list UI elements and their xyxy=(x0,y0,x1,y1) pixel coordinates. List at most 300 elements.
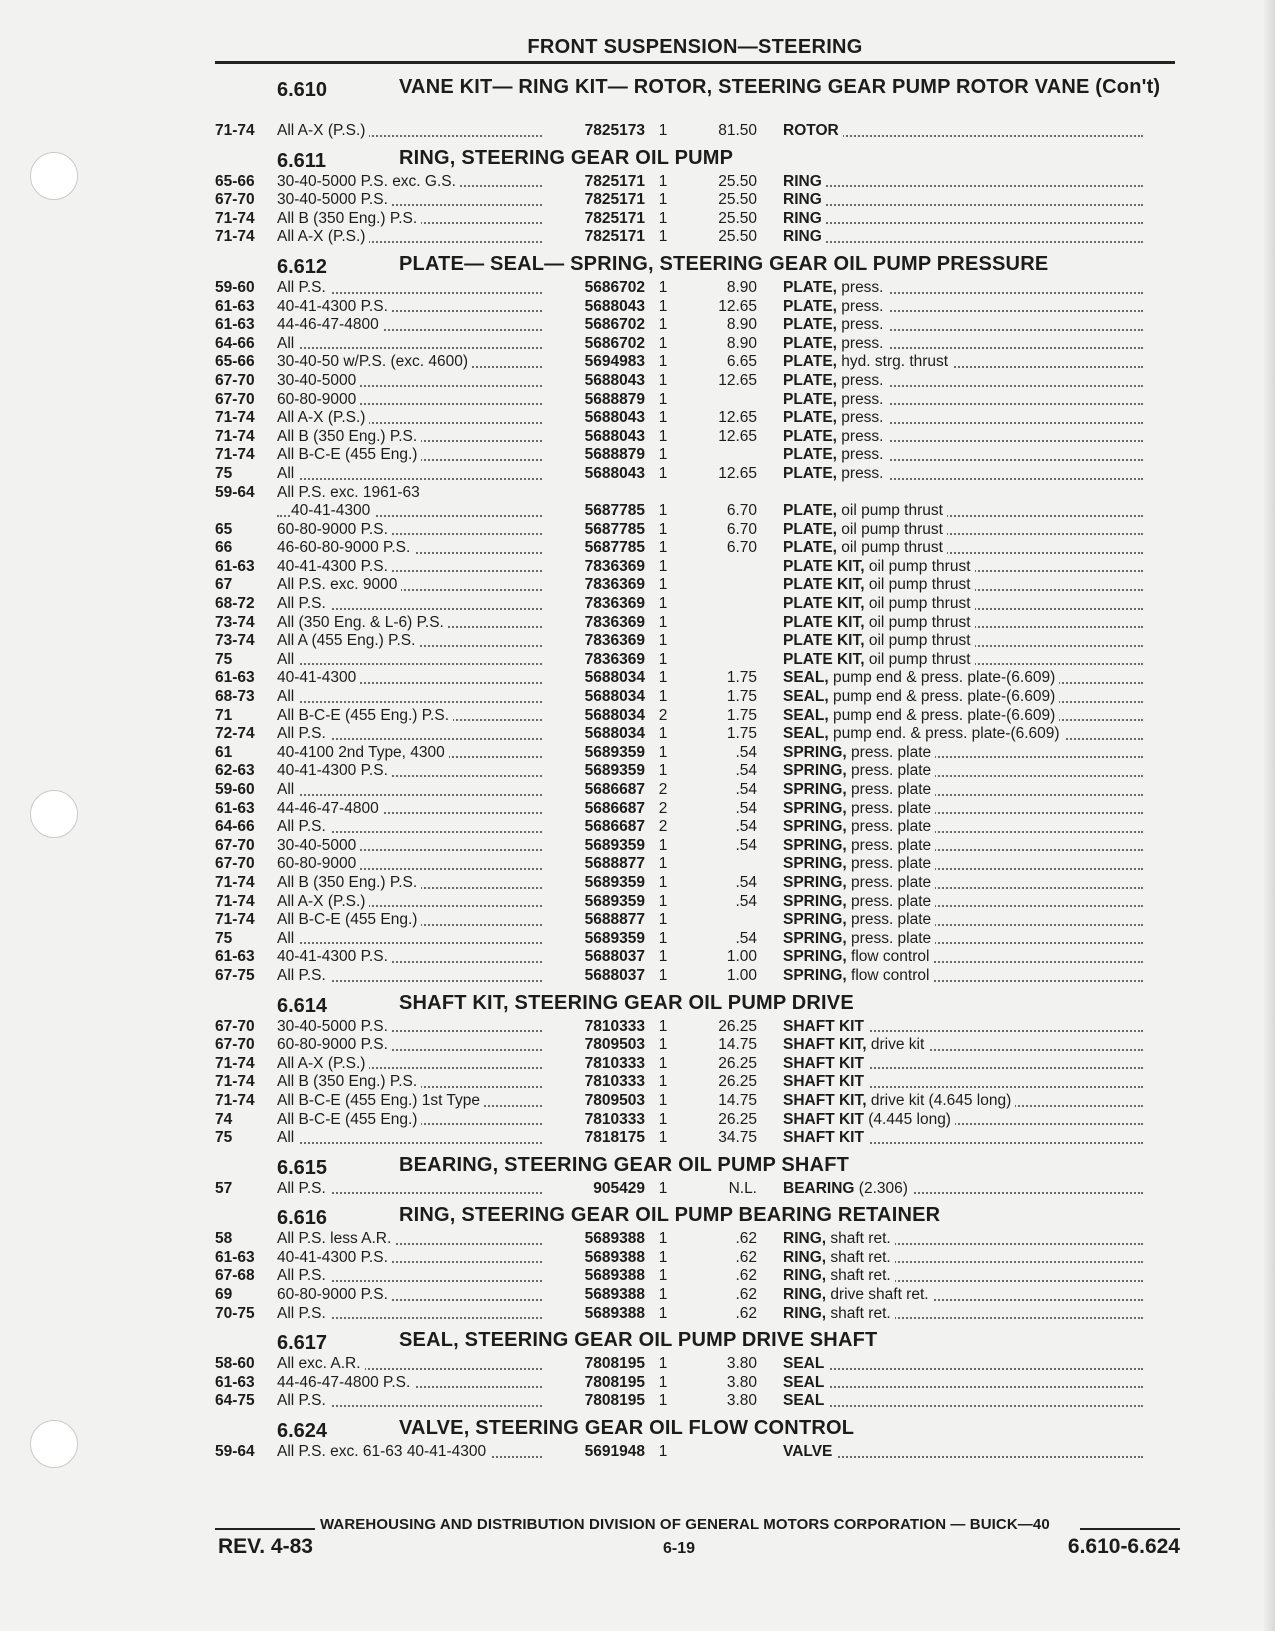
description-name: PLATE, xyxy=(783,297,837,315)
part-row xyxy=(215,800,1180,819)
description-cell xyxy=(783,688,1143,707)
section-title: PLATE— SEAL— SPRING, STEERING GEAR OIL PUMP PRESSURE xyxy=(399,252,1049,275)
description-name: PLATE, xyxy=(783,520,837,538)
model-years: 71-74 xyxy=(215,209,255,227)
application-cell xyxy=(277,228,542,247)
dot-leader xyxy=(783,241,1143,243)
application-cell xyxy=(277,967,542,986)
description-cell xyxy=(783,800,1143,819)
description xyxy=(783,669,1059,686)
description-detail: press. xyxy=(841,316,884,334)
section-number: 6.614 xyxy=(277,994,328,1017)
description-cell xyxy=(783,428,1143,447)
price: .62 xyxy=(735,1286,757,1304)
price: .54 xyxy=(735,929,757,947)
part-number: 7809503 xyxy=(584,1091,645,1109)
price: 6.70 xyxy=(726,502,757,520)
description-detail: pump end & press. plate-(6.609) xyxy=(832,688,1056,706)
section-number: 6.616 xyxy=(277,1207,328,1230)
price: 34.75 xyxy=(718,1129,757,1147)
application: 46-60-80-9000 P.S. xyxy=(277,539,414,556)
description-cell xyxy=(783,967,1143,986)
description xyxy=(783,298,888,315)
description xyxy=(783,391,888,408)
part-row xyxy=(215,279,1180,298)
description-cell xyxy=(783,893,1143,912)
section-range: 6.610-6.624 xyxy=(1067,1535,1180,1558)
description xyxy=(783,818,935,835)
dot-leader xyxy=(277,794,542,796)
application: 30-40-5000 P.S. xyxy=(277,1018,392,1035)
part-number: 7808195 xyxy=(584,1392,645,1410)
application: 44-46-47-4800 xyxy=(277,800,383,817)
application: All B (350 Eng.) P.S. xyxy=(277,1073,421,1090)
model-years: 72-74 xyxy=(215,725,255,743)
part-number: 7808195 xyxy=(584,1373,645,1391)
application: All exc. A.R. xyxy=(277,1355,365,1372)
application-cell xyxy=(277,1073,542,1092)
description-name: SPRING, xyxy=(783,799,847,817)
quantity: 2 xyxy=(658,818,668,836)
model-years: 71-74 xyxy=(215,911,255,929)
part-row xyxy=(215,335,1180,354)
quantity: 1 xyxy=(658,1355,668,1373)
description-cell xyxy=(783,391,1143,410)
price: N.L. xyxy=(728,1179,757,1197)
price: 12.65 xyxy=(718,427,757,445)
model-years: 70-75 xyxy=(215,1304,255,1322)
dot-leader xyxy=(783,222,1143,224)
quantity: 1 xyxy=(658,1230,668,1248)
model-years: 59-60 xyxy=(215,278,255,296)
quantity: 1 xyxy=(658,1443,668,1461)
price: .54 xyxy=(735,743,757,761)
part-number: 5688043 xyxy=(584,427,645,445)
description-cell xyxy=(783,744,1143,763)
model-years: 75 xyxy=(215,1129,233,1147)
part-number: 5694983 xyxy=(584,353,645,371)
description-name: SPRING, xyxy=(783,855,847,873)
description-name: RING, xyxy=(783,1286,827,1304)
description-cell xyxy=(783,874,1143,893)
section-number: 6.615 xyxy=(277,1156,328,1179)
description-name: PLATE KIT, xyxy=(783,557,865,575)
model-years: 67-70 xyxy=(215,855,255,873)
description xyxy=(783,539,947,556)
description-detail: pump end & press. plate-(6.609) xyxy=(832,706,1056,724)
description-detail: press. plate xyxy=(851,836,932,854)
description-name: RING, xyxy=(783,1248,827,1266)
description-cell xyxy=(783,521,1143,540)
model-years: 68-72 xyxy=(215,595,255,613)
part-number: 7825173 xyxy=(584,122,645,139)
description xyxy=(783,1092,1015,1109)
application: All A (455 Eng.) P.S. xyxy=(277,632,419,649)
description-cell xyxy=(783,855,1143,874)
description-detail: drive kit (4.645 long) xyxy=(870,1091,1012,1109)
description xyxy=(783,558,975,575)
application-cell xyxy=(277,502,542,521)
model-years: 71-74 xyxy=(215,873,255,891)
description-detail: (2.306) xyxy=(858,1179,908,1197)
quantity: 1 xyxy=(658,1036,668,1054)
description-detail: oil pump thrust xyxy=(841,539,943,557)
quantity: 2 xyxy=(658,706,668,724)
part-row xyxy=(215,632,1180,651)
section-heading xyxy=(215,70,1180,122)
application: 40-41-4300 xyxy=(277,669,360,686)
section-title: VALVE, STEERING GEAR OIL FLOW CONTROL xyxy=(399,1417,855,1440)
section-title: BEARING, STEERING GEAR OIL PUMP SHAFT xyxy=(399,1153,850,1176)
quantity: 1 xyxy=(658,1373,668,1391)
application-cell xyxy=(277,372,542,391)
description xyxy=(783,725,1064,742)
application-cell xyxy=(277,651,542,670)
part-number: 7809503 xyxy=(584,1036,645,1054)
quantity: 1 xyxy=(658,1091,668,1109)
part-number: 5689359 xyxy=(584,762,645,780)
application-cell xyxy=(277,1129,542,1148)
application-cell xyxy=(277,1355,542,1374)
model-years: 73-74 xyxy=(215,613,255,631)
description-detail: press. xyxy=(841,278,884,296)
description-name: SPRING, xyxy=(783,873,847,891)
application: All B (350 Eng.) P.S. xyxy=(277,874,421,891)
quantity: 1 xyxy=(658,1110,668,1128)
part-number: 5689388 xyxy=(584,1304,645,1322)
quantity: 1 xyxy=(658,278,668,296)
description-name: PLATE, xyxy=(783,464,837,482)
description-name: RING xyxy=(783,191,822,209)
model-years: 67-70 xyxy=(215,1036,255,1054)
description-cell xyxy=(783,1305,1143,1324)
part-row xyxy=(215,614,1180,633)
application-cell xyxy=(277,837,542,856)
price: 81.50 xyxy=(718,122,757,139)
description-detail: oil pump thrust xyxy=(841,520,943,538)
section-number: 6.611 xyxy=(277,149,326,172)
application: All B-C-E (455 Eng.) xyxy=(277,446,421,463)
description-detail: press. plate xyxy=(851,799,932,817)
application-cell xyxy=(277,1267,542,1286)
part-row xyxy=(215,1180,1180,1199)
application-cell xyxy=(277,744,542,763)
price: 1.75 xyxy=(726,688,757,706)
application: 40-4100 2nd Type, 4300 xyxy=(277,744,449,761)
description-cell xyxy=(783,1392,1143,1411)
model-years: 71-74 xyxy=(215,409,255,427)
description-detail: press. xyxy=(841,409,884,427)
description-cell xyxy=(783,930,1143,949)
description xyxy=(783,372,888,389)
application: 30-40-5000 xyxy=(277,372,360,389)
application-cell xyxy=(277,279,542,298)
description-name: SPRING, xyxy=(783,762,847,780)
quantity: 1 xyxy=(658,539,668,557)
application: All xyxy=(277,781,298,798)
model-years: 65-66 xyxy=(215,172,255,190)
price: .54 xyxy=(735,873,757,891)
page-header: FRONT SUSPENSION—STEERING xyxy=(527,36,863,58)
description-cell xyxy=(783,210,1143,229)
description-name: RING, xyxy=(783,1267,827,1285)
description xyxy=(783,651,975,668)
description-detail: oil pump thrust xyxy=(868,650,971,668)
description-cell xyxy=(783,173,1143,192)
part-row xyxy=(215,762,1180,781)
model-years: 67-70 xyxy=(215,191,255,209)
application-cell xyxy=(277,669,542,688)
description xyxy=(783,1305,895,1322)
description xyxy=(783,1267,895,1284)
part-row xyxy=(215,1305,1180,1324)
application: All P.S. exc. 9000 xyxy=(277,576,401,593)
description xyxy=(783,465,888,482)
description-name: SPRING, xyxy=(783,836,847,854)
part-row xyxy=(215,1111,1180,1130)
model-years: 74 xyxy=(215,1110,233,1128)
description xyxy=(783,446,888,463)
description-detail: press. xyxy=(841,297,884,315)
description-name: PLATE, xyxy=(783,278,837,296)
description-name: SHAFT KIT xyxy=(783,1110,864,1128)
description xyxy=(783,1392,828,1409)
model-years: 65-66 xyxy=(215,353,255,371)
price: .54 xyxy=(735,836,757,854)
part-row xyxy=(215,874,1180,893)
quantity: 1 xyxy=(658,316,668,334)
price: 12.65 xyxy=(718,464,757,482)
model-years: 71 xyxy=(215,706,233,724)
part-row xyxy=(215,353,1180,372)
description xyxy=(783,228,826,245)
quantity: 1 xyxy=(658,520,668,538)
application-cell xyxy=(277,762,542,781)
price: .62 xyxy=(735,1248,757,1266)
description-cell xyxy=(783,1443,1143,1462)
description-cell xyxy=(783,1055,1143,1074)
part-number: 5688877 xyxy=(584,855,645,873)
description-detail: (4.445 long) xyxy=(868,1110,951,1128)
part-row xyxy=(215,316,1180,335)
application: All P.S. xyxy=(277,1392,330,1409)
part-number: 5688037 xyxy=(584,966,645,984)
quantity: 1 xyxy=(658,122,668,139)
description-cell xyxy=(783,502,1143,521)
part-row xyxy=(215,1036,1180,1055)
application: All P.S. exc. 1961-63 xyxy=(277,484,424,501)
price: 12.65 xyxy=(718,297,757,315)
description-name: PLATE KIT, xyxy=(783,650,865,668)
part-number: 5688034 xyxy=(584,669,645,687)
description xyxy=(783,316,888,333)
description xyxy=(783,930,935,947)
section-heading xyxy=(215,141,1180,173)
description-cell xyxy=(783,409,1143,428)
description-name: PLATE, xyxy=(783,353,837,371)
description-name: PLATE, xyxy=(783,502,837,520)
description-name: PLATE KIT, xyxy=(783,595,865,613)
model-years: 67-70 xyxy=(215,371,255,389)
footer-rule xyxy=(1080,1528,1180,1530)
part-number: 5688034 xyxy=(584,725,645,743)
description-detail: press. plate xyxy=(851,892,932,910)
description-name: SPRING, xyxy=(783,743,847,761)
application: 60-80-9000 xyxy=(277,855,360,872)
part-row xyxy=(215,1355,1180,1374)
description-name: SPRING, xyxy=(783,929,847,947)
description xyxy=(783,521,947,538)
section-number: 6.624 xyxy=(277,1420,328,1443)
description xyxy=(783,595,975,612)
description-name: SPRING, xyxy=(783,948,847,966)
description-detail: oil pump thrust xyxy=(868,595,971,613)
application-cell xyxy=(277,353,542,372)
model-years: 61-63 xyxy=(215,799,255,817)
application-cell xyxy=(277,1180,542,1199)
description-cell xyxy=(783,1036,1143,1055)
quantity: 1 xyxy=(658,1017,668,1035)
price: .62 xyxy=(735,1304,757,1322)
application-cell xyxy=(277,1230,542,1249)
parts-listing xyxy=(215,70,1180,1462)
quantity: 1 xyxy=(658,762,668,780)
section-heading xyxy=(215,1148,1180,1180)
application: All xyxy=(277,688,298,705)
model-years: 61-63 xyxy=(215,557,255,575)
description-cell xyxy=(783,1374,1143,1393)
description-cell xyxy=(783,539,1143,558)
description-name: SEAL, xyxy=(783,725,829,743)
price: 26.25 xyxy=(718,1110,757,1128)
description-detail: shaft ret. xyxy=(830,1267,891,1285)
model-years: 69 xyxy=(215,1286,233,1304)
description-cell xyxy=(783,725,1143,744)
description-name: RING xyxy=(783,228,822,246)
application: All A-X (P.S.) xyxy=(277,409,369,426)
part-number: 5689388 xyxy=(584,1286,645,1304)
description-cell xyxy=(783,1129,1143,1148)
description-detail: press. plate xyxy=(851,743,932,761)
application: All P.S. xyxy=(277,1305,330,1322)
price: 3.80 xyxy=(726,1355,757,1373)
dot-leader xyxy=(783,1368,1143,1370)
application: All P.S. less A.R. xyxy=(277,1230,395,1247)
part-number: 7808195 xyxy=(584,1355,645,1373)
model-years: 67-68 xyxy=(215,1267,255,1285)
part-row xyxy=(215,855,1180,874)
application: All A-X (P.S.) xyxy=(277,228,369,245)
description-name: SEAL xyxy=(783,1355,825,1373)
part-row xyxy=(215,391,1180,410)
application-cell xyxy=(277,1111,542,1130)
model-years: 64-66 xyxy=(215,818,255,836)
price: 8.90 xyxy=(726,316,757,334)
application: All P.S. xyxy=(277,1180,330,1197)
description-name: SPRING, xyxy=(783,892,847,910)
price: 6.70 xyxy=(726,520,757,538)
part-row xyxy=(215,911,1180,930)
section-heading xyxy=(215,986,1180,1018)
description-name: SPRING, xyxy=(783,966,847,984)
description-cell xyxy=(783,837,1143,856)
description xyxy=(783,1129,868,1146)
description-detail: press. plate xyxy=(851,873,932,891)
model-years: 75 xyxy=(215,929,233,947)
application-cell xyxy=(277,707,542,726)
part-number: 5686687 xyxy=(584,781,645,798)
description-name: SEAL, xyxy=(783,669,829,687)
quantity: 1 xyxy=(658,948,668,966)
application: All P.S. xyxy=(277,725,330,742)
description-cell xyxy=(783,669,1143,688)
application: 44-46-47-4800 P.S. xyxy=(277,1374,414,1391)
description xyxy=(783,911,935,928)
model-years: 67-75 xyxy=(215,966,255,984)
part-row xyxy=(215,173,1180,192)
description-name: SHAFT KIT, xyxy=(783,1036,867,1054)
application: 30-40-5000 P.S. xyxy=(277,191,392,208)
part-number: 5688043 xyxy=(584,464,645,482)
application-cell xyxy=(277,446,542,465)
part-row xyxy=(215,948,1180,967)
application-cell xyxy=(277,1374,542,1393)
model-years: 61-63 xyxy=(215,669,255,687)
part-row xyxy=(215,595,1180,614)
part-number: 5688043 xyxy=(584,297,645,315)
description xyxy=(783,335,888,352)
application-cell xyxy=(277,191,542,210)
page-edge xyxy=(1263,0,1275,1631)
description-detail: press. plate xyxy=(851,855,932,873)
part-number: 7836369 xyxy=(584,650,645,668)
part-row xyxy=(215,1055,1180,1074)
price: .54 xyxy=(735,762,757,780)
description-name: SHAFT KIT xyxy=(783,1054,864,1072)
part-number: 5686702 xyxy=(584,278,645,296)
part-row xyxy=(215,502,1180,521)
part-row xyxy=(215,893,1180,912)
section-title: VANE KIT— RING KIT— ROTOR, STEERING GEAR PUMP ROTOR VANE (Con't) xyxy=(399,76,1161,98)
part-row xyxy=(215,707,1180,726)
description-detail: oil pump thrust xyxy=(841,502,943,520)
part-row xyxy=(215,1374,1180,1393)
description-cell xyxy=(783,818,1143,837)
quantity: 1 xyxy=(658,929,668,947)
footer-publisher: WAREHOUSING AND DISTRIBUTION DIVISION OF GENERAL MOTORS CORPORATION — BUICK—40 xyxy=(320,1516,1050,1533)
part-row xyxy=(215,1267,1180,1286)
description xyxy=(783,191,826,208)
part-number: 5691948 xyxy=(584,1443,645,1461)
part-row xyxy=(215,1092,1180,1111)
application-cell xyxy=(277,874,542,893)
application: All B (350 Eng.) P.S. xyxy=(277,428,421,445)
price: 1.00 xyxy=(726,948,757,966)
description xyxy=(783,688,1059,705)
description xyxy=(783,1374,828,1391)
quantity: 1 xyxy=(658,743,668,761)
price: 26.25 xyxy=(718,1073,757,1091)
quantity: 1 xyxy=(658,1286,668,1304)
description xyxy=(783,428,888,445)
section-heading xyxy=(215,1323,1180,1355)
part-row xyxy=(215,1018,1180,1037)
model-years: 66 xyxy=(215,539,233,557)
description-name: RING, xyxy=(783,1230,827,1248)
quantity: 1 xyxy=(658,855,668,873)
part-row xyxy=(215,1443,1180,1462)
punch-hole xyxy=(30,152,78,200)
